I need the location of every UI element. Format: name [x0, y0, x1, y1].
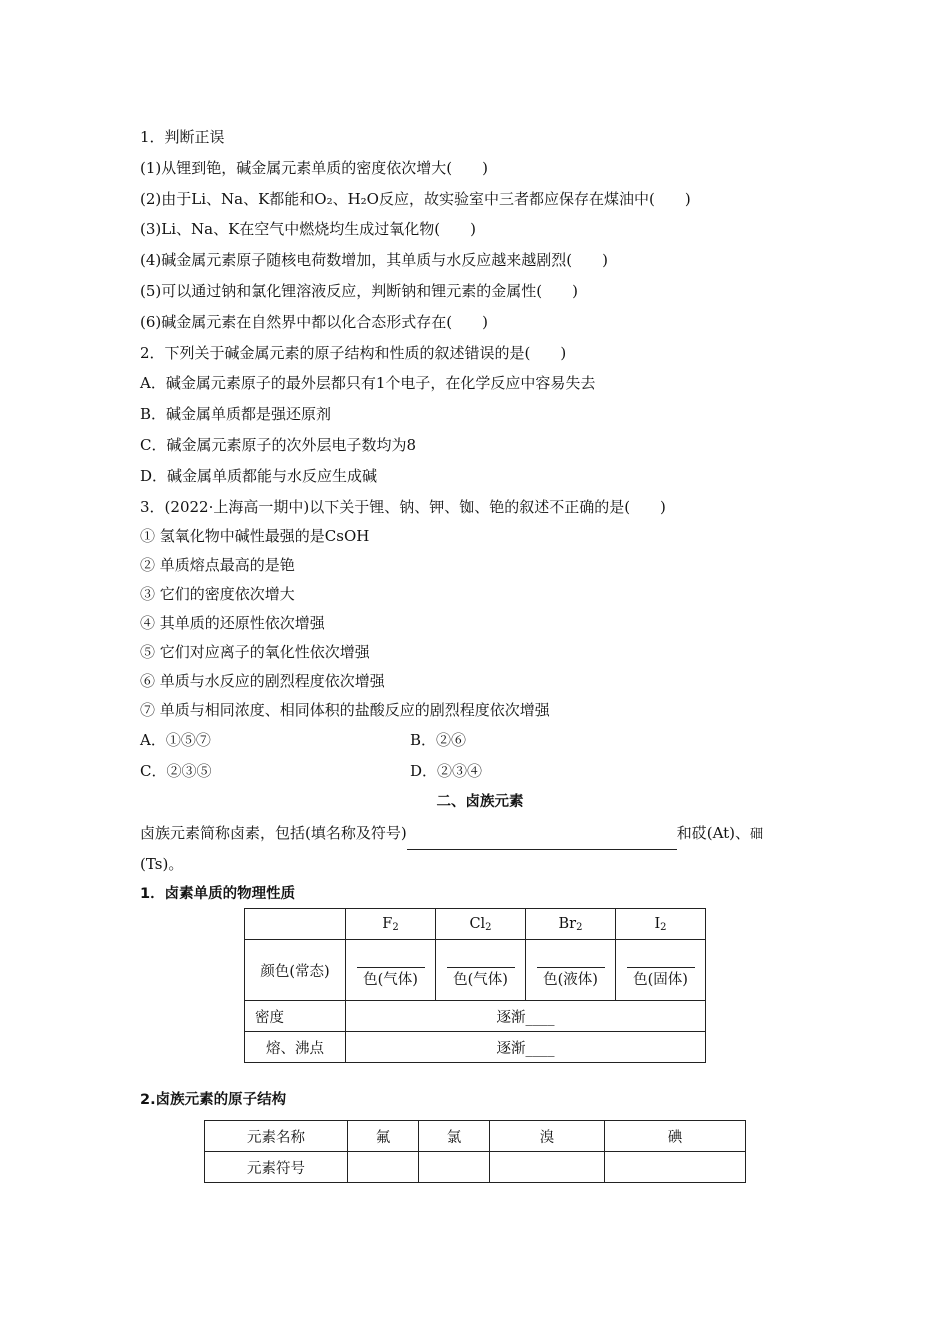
section-intro-cont: (Ts)。: [140, 854, 184, 873]
q2-option-b: B．碱金属单质都是强还原剂: [140, 405, 332, 424]
q3-statement-3: ③ 它们的密度依次增大: [140, 585, 295, 604]
q1-item-6: (6)碱金属元素在自然界中都以化合态形式存在( ): [140, 312, 488, 331]
name-iodine: 碘: [605, 1121, 746, 1152]
intro-text-b: 和砹(At)、: [676, 823, 751, 842]
sub2-title: 2.卤族元素的原子结构: [140, 1092, 287, 1108]
q3-option-c: C．②③⑤: [140, 762, 212, 781]
q3-statement-5: ⑤ 它们对应离子的氧化性依次增强: [140, 643, 370, 662]
name-chlorine: 氯: [419, 1121, 490, 1152]
color-state-i2: 色(固体): [633, 972, 688, 988]
ts-element-name: 鿬: [750, 826, 764, 842]
color-state-f2: 色(气体): [363, 972, 418, 988]
name-bromine: 溴: [490, 1121, 605, 1152]
q2-stem: 2．下列关于碱金属元素的原子结构和性质的叙述错误的是( ): [140, 343, 567, 362]
q3-options-row-1: [140, 725, 820, 756]
melting-boiling-label: 熔、沸点: [245, 1032, 346, 1063]
symbol-fluorine: [348, 1152, 419, 1183]
melting-boiling-trend: 逐渐____: [346, 1032, 706, 1063]
header-cl2: $Cl_2$: [436, 909, 526, 940]
halogen-atomic-structure-table: [204, 1120, 746, 1183]
name-fluorine: 氟: [348, 1121, 419, 1152]
q3-options-row-2: [140, 756, 820, 787]
density-trend: 逐渐____: [346, 1001, 706, 1032]
q3-statement-1: ① 氢氧化物中碱性最强的是CsOH: [140, 527, 370, 546]
color-label: 颜色(常态): [245, 940, 346, 1001]
header-f2: $F_2$: [346, 909, 436, 940]
section-heading: 二、卤族元素: [436, 793, 524, 810]
color-cell-br2: [526, 940, 616, 1001]
q3-option-d: D．②③④: [410, 762, 483, 781]
symbol-iodine: [605, 1152, 746, 1183]
q1-item-5: (5)可以通过钠和氯化锂溶液反应，判断钠和锂元素的金属性( ): [140, 281, 578, 300]
q3-statement-2: ② 单质熔点最高的是铯: [140, 556, 295, 575]
q1-item-3: (3)Li、Na、K在空气中燃烧均生成过氧化物( ): [140, 220, 476, 239]
q1-item-4: (4)碱金属元素原子随核电荷数增加，其单质与水反应越来越剧烈( ): [140, 251, 608, 270]
section-intro: [140, 818, 820, 849]
q3-option-a: A．①⑤⑦: [140, 731, 211, 750]
header-i2: $I_2$: [616, 909, 706, 940]
q3-statement-6: ⑥ 单质与水反应的剧烈程度依次增强: [140, 672, 385, 691]
q3-option-b: B．②⑥: [410, 731, 467, 750]
q2-option-c: C．碱金属元素原子的次外层电子数均为8: [140, 435, 417, 454]
document-body: [140, 122, 820, 910]
symbol-chlorine: [419, 1152, 490, 1183]
row-symbol-label: 元素符号: [205, 1152, 348, 1183]
color-cell-i2: [616, 940, 706, 1001]
intro-blank: [407, 818, 677, 850]
halogen-physical-properties-table: [244, 908, 706, 1063]
row-name-label: 元素名称: [205, 1121, 348, 1152]
q2-option-a: A．碱金属元素原子的最外层都只有1个电子，在化学反应中容易失去: [140, 374, 596, 393]
table-corner-cell: [245, 909, 346, 940]
color-cell-f2: [346, 940, 436, 1001]
q3-stem: 3．(2022·上海高一期中)以下关于锂、钠、钾、铷、铯的叙述不正确的是( ): [140, 497, 666, 516]
symbol-bromine: [490, 1152, 605, 1183]
header-br2: $Br_2$: [526, 909, 616, 940]
q3-statement-7: ⑦ 单质与相同浓度、相同体积的盐酸反应的剧烈程度依次增强: [140, 701, 550, 720]
color-state-br2: 色(液体): [543, 972, 598, 988]
sub1-title: 1．卤素单质的物理性质: [140, 886, 296, 903]
q2-option-d: D．碱金属单质都能与水反应生成碱: [140, 466, 378, 485]
q1-item-2: (2)由于Li、Na、K都能和O₂、H₂O反应，故实验室中三者都应保存在煤油中( ): [140, 189, 691, 208]
color-cell-cl2: [436, 940, 526, 1001]
intro-text-a: 卤族元素简称卤素，包括(填名称及符号): [140, 823, 407, 842]
density-label: 密度: [245, 1001, 346, 1032]
color-state-cl2: 色(气体): [453, 972, 508, 988]
q3-statement-4: ④ 其单质的还原性依次增强: [140, 614, 325, 633]
q1-item-1: (1)从锂到铯，碱金属元素单质的密度依次增大( ): [140, 158, 488, 177]
q1-title: 1．判断正误: [140, 128, 225, 146]
